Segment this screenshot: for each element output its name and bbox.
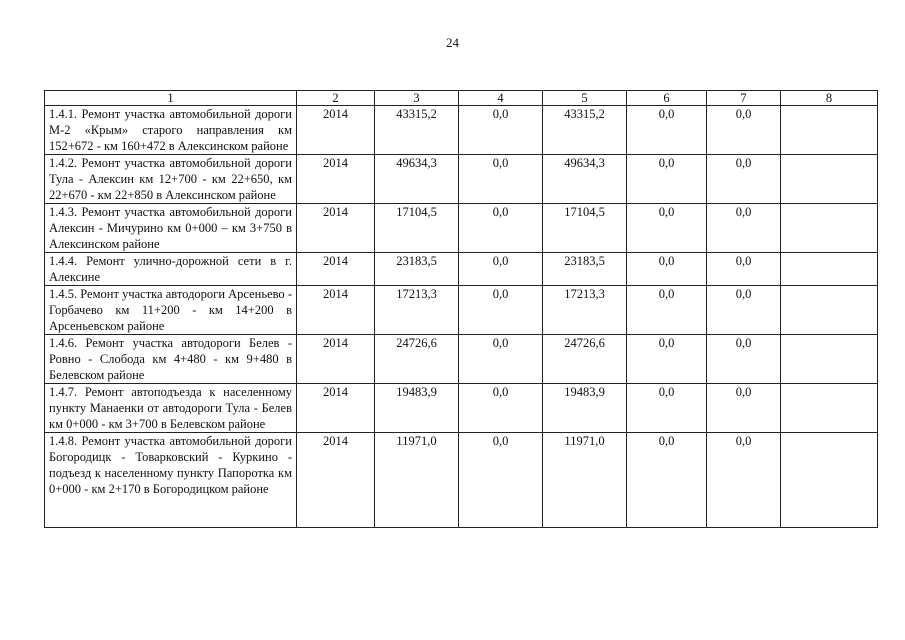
program-table (44, 90, 878, 528)
total-cell: 24726,6 (375, 335, 459, 384)
column-header: 1 (45, 91, 297, 106)
column-header: 8 (781, 91, 878, 106)
column-header: 7 (707, 91, 781, 106)
work-description: 1.4.5. Ремонт участка автодороги Арсеньево - Горбачево км 11+200 - км 14+200 в Арсеньевском районе (45, 286, 297, 335)
col7-cell: 0,0 (707, 335, 781, 384)
year-cell: 2014 (297, 204, 375, 253)
col6-cell: 0,0 (627, 106, 707, 155)
table-row (45, 155, 878, 204)
col4-cell: 0,0 (459, 384, 543, 433)
column-header: 6 (627, 91, 707, 106)
col4-cell: 0,0 (459, 204, 543, 253)
col4-cell: 0,0 (459, 106, 543, 155)
year-cell: 2014 (297, 384, 375, 433)
col7-cell: 0,0 (707, 253, 781, 286)
year-cell: 2014 (297, 253, 375, 286)
year-cell: 2014 (297, 286, 375, 335)
col4-cell: 0,0 (459, 253, 543, 286)
col7-cell: 0,0 (707, 433, 781, 528)
col5-cell: 17104,5 (543, 204, 627, 253)
col4-cell: 0,0 (459, 286, 543, 335)
total-cell: 17213,3 (375, 286, 459, 335)
total-cell: 43315,2 (375, 106, 459, 155)
col5-cell: 43315,2 (543, 106, 627, 155)
column-header: 4 (459, 91, 543, 106)
col8-cell (781, 335, 878, 384)
col5-cell: 19483,9 (543, 384, 627, 433)
col8-cell (781, 433, 878, 528)
work-description: 1.4.1. Ремонт участка автомобильной дороги М-2 «Крым» старого направления км 152+672 - км 160+472 в Алексинском районе (45, 106, 297, 155)
col8-cell (781, 286, 878, 335)
col7-cell: 0,0 (707, 155, 781, 204)
col6-cell: 0,0 (627, 384, 707, 433)
year-cell: 2014 (297, 433, 375, 528)
table-row (45, 433, 878, 528)
col6-cell: 0,0 (627, 155, 707, 204)
total-cell: 19483,9 (375, 384, 459, 433)
column-header: 3 (375, 91, 459, 106)
col5-cell: 17213,3 (543, 286, 627, 335)
table-row (45, 106, 878, 155)
column-header: 5 (543, 91, 627, 106)
col4-cell: 0,0 (459, 335, 543, 384)
table-row (45, 384, 878, 433)
col6-cell: 0,0 (627, 286, 707, 335)
total-cell: 17104,5 (375, 204, 459, 253)
col7-cell: 0,0 (707, 384, 781, 433)
col5-cell: 24726,6 (543, 335, 627, 384)
year-cell: 2014 (297, 335, 375, 384)
col8-cell (781, 253, 878, 286)
total-cell: 23183,5 (375, 253, 459, 286)
col5-cell: 23183,5 (543, 253, 627, 286)
col4-cell: 0,0 (459, 433, 543, 528)
col8-cell (781, 204, 878, 253)
col5-cell: 11971,0 (543, 433, 627, 528)
col8-cell (781, 155, 878, 204)
work-description: 1.4.6. Ремонт участка автодороги Белев - Ровно - Слобода км 4+480 - км 9+480 в Белевском районе (45, 335, 297, 384)
work-description: 1.4.2. Ремонт участка автомобильной дороги Тула - Алексин км 12+700 - км 22+650, км 22+670 - км 22+850 в Алексинском районе (45, 155, 297, 204)
col6-cell: 0,0 (627, 433, 707, 528)
col8-cell (781, 106, 878, 155)
column-header: 2 (297, 91, 375, 106)
col7-cell: 0,0 (707, 204, 781, 253)
total-cell: 49634,3 (375, 155, 459, 204)
work-description: 1.4.8. Ремонт участка автомобильной дороги Богородицк - Товарковский - Куркино - подъезд к населенному пункту Папоротка км 0+000 - км 2+170 в Богородицком районе (45, 433, 297, 528)
work-description: 1.4.7. Ремонт автоподъезда к населенному пункту Манаенки от автодороги Тула - Белев км 0+000 - км 3+700 в Белевском районе (45, 384, 297, 433)
col4-cell: 0,0 (459, 155, 543, 204)
year-cell: 2014 (297, 155, 375, 204)
total-cell: 11971,0 (375, 433, 459, 528)
header-row (45, 91, 878, 106)
year-cell: 2014 (297, 106, 375, 155)
col7-cell: 0,0 (707, 286, 781, 335)
col8-cell (781, 384, 878, 433)
col6-cell: 0,0 (627, 335, 707, 384)
col5-cell: 49634,3 (543, 155, 627, 204)
table-row (45, 286, 878, 335)
table-row (45, 335, 878, 384)
work-description: 1.4.4. Ремонт улично-дорожной сети в г. Алексине (45, 253, 297, 286)
work-description: 1.4.3. Ремонт участка автомобильной дороги Алексин - Мичурино км 0+000 – км 3+750 в Алексинском районе (45, 204, 297, 253)
table-row (45, 253, 878, 286)
page-number: 24 (446, 35, 459, 50)
table-row (45, 204, 878, 253)
col6-cell: 0,0 (627, 204, 707, 253)
col7-cell: 0,0 (707, 106, 781, 155)
col6-cell: 0,0 (627, 253, 707, 286)
